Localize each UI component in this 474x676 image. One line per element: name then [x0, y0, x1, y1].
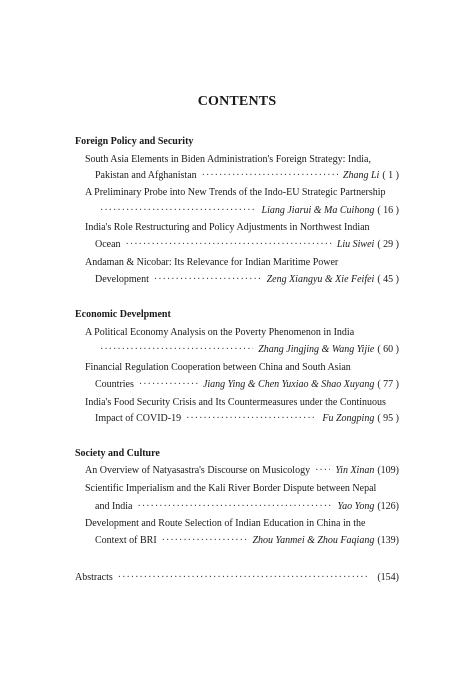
entry-author: Jiang Ying & Chen Yuxiao & Shao Xuyang — [202, 379, 375, 390]
entry-page: ( 77 ) — [377, 379, 399, 390]
entry-title-cont: Impact of COVID-19 — [95, 413, 182, 424]
contents-title: CONTENTS — [197, 94, 277, 109]
dot-leader — [154, 274, 262, 285]
entry-title-cont: Context of BRI — [95, 535, 157, 546]
entry-page: ( 16 ) — [377, 205, 399, 216]
entry-title-line: Andaman & Nicobar: Its Relevance for Indian Maritime Power — [85, 257, 339, 268]
entry-page: (154) — [377, 572, 399, 583]
toc-entry-row[interactable] — [85, 344, 399, 355]
toc-entry-row[interactable] — [85, 379, 399, 390]
dot-leader — [126, 239, 332, 250]
entry-title-cont: Ocean — [95, 239, 121, 250]
entry-author: Liu Siwei — [336, 239, 375, 250]
entry-title-line: India's Role Restructuring and Policy Adjustments in Northwest Indian — [85, 222, 370, 233]
entry-author: Zhang Li — [342, 170, 380, 181]
entry-author: Yao Yong — [337, 501, 375, 512]
entry-page: ( 45 ) — [377, 274, 399, 285]
toc-entry-row[interactable] — [85, 170, 399, 181]
dot-leader — [139, 379, 198, 390]
toc-entry-row[interactable] — [85, 239, 399, 250]
entry-page: ( 1 ) — [382, 170, 399, 181]
section-heading-society: Society and Culture — [75, 448, 160, 459]
dot-leader — [162, 535, 248, 546]
dot-leader — [315, 465, 330, 476]
entry-page: ( 95 ) — [377, 413, 399, 424]
entry-page: (109) — [377, 465, 399, 476]
entry-author: Fu Zongping — [322, 413, 375, 424]
dot-leader — [186, 413, 317, 424]
entry-title-line: A Preliminary Probe into New Trends of the Indo-EU Strategic Partnership — [85, 187, 386, 198]
dot-leader — [138, 501, 333, 512]
dot-leader — [202, 170, 338, 181]
entry-page: ( 29 ) — [377, 239, 399, 250]
entry-author: Yin Xinan — [335, 465, 375, 476]
entry-title-cont: Countries — [95, 379, 134, 390]
entry-title-line: India's Food Security Crisis and Its Countermeasures under the Continuous — [85, 397, 386, 408]
dot-leader — [100, 205, 257, 216]
entry-title-line: Scientific Imperialism and the Kali River Border Dispute between Nepal — [85, 483, 377, 494]
entry-title-cont: and India — [95, 501, 133, 512]
toc-entry-row[interactable] — [85, 205, 399, 216]
entry-title-line: South Asia Elements in Biden Administration's Foreign Strategy: India, — [85, 154, 371, 165]
dot-leader — [100, 344, 253, 355]
toc-entry-row[interactable] — [85, 413, 399, 424]
entry-author: Zeng Xiangyu & Xie Feifei — [266, 274, 375, 285]
entry-title-line: Financial Regulation Cooperation between China and South Asian — [85, 362, 351, 373]
toc-entry-row[interactable] — [85, 501, 399, 512]
toc-entry-row[interactable] — [85, 535, 399, 546]
toc-entry-row[interactable] — [85, 274, 399, 285]
section-heading-economic: Economic Develpment — [75, 309, 171, 320]
entry-title: An Overview of Natyasastra's Discourse on Musicology — [85, 465, 311, 476]
entry-title-line: A Political Economy Analysis on the Poverty Phenomenon in India — [85, 327, 355, 338]
toc-entry-abstracts[interactable] — [75, 572, 399, 583]
toc-entry-row[interactable] — [85, 465, 399, 476]
entry-title-line: Development and Route Selection of Indian Education in China in the — [85, 518, 366, 529]
dot-leader — [118, 572, 370, 583]
entry-page: ( 60 ) — [377, 344, 399, 355]
entry-page: (139) — [377, 535, 399, 546]
entry-author: Liang Jiarui & Ma Cuihong — [261, 205, 375, 216]
abstracts-label: Abstracts — [75, 572, 113, 583]
section-heading-foreign-policy: Foreign Policy and Security — [75, 136, 194, 147]
entry-title-cont: Development — [95, 274, 149, 285]
entry-author: Zhou Yanmei & Zhou Faqiang — [252, 535, 375, 546]
entry-title-cont: Pakistan and Afghanistan — [95, 170, 197, 181]
entry-page: (126) — [377, 501, 399, 512]
entry-author: Zhang Jingjing & Wang Yijie — [258, 344, 375, 355]
